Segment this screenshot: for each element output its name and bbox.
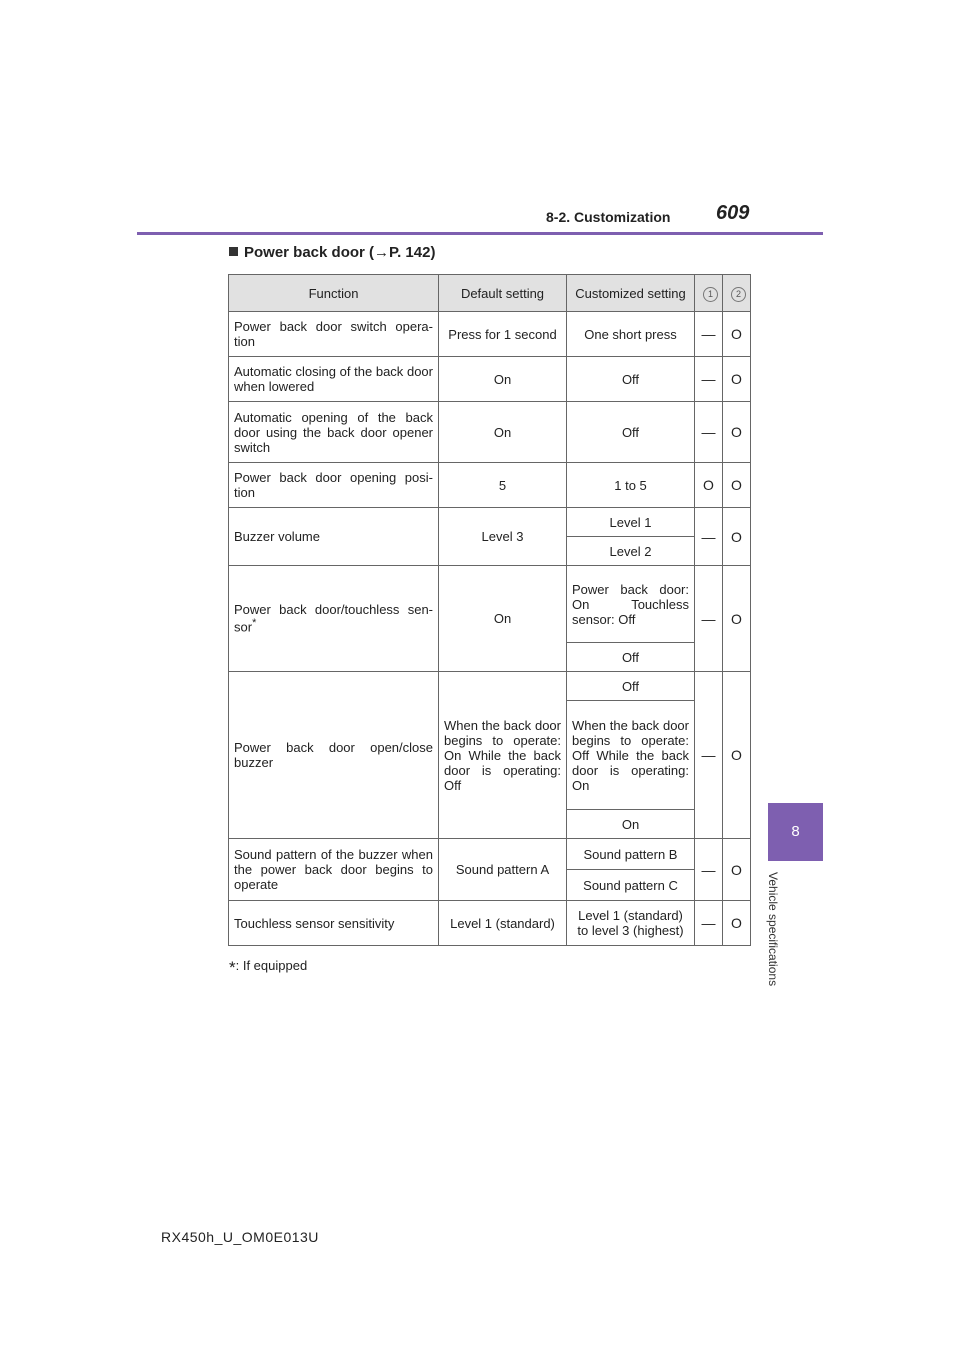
header-default: Default setting xyxy=(439,275,567,312)
option-cell: 1 to 5 xyxy=(567,463,695,508)
table-row xyxy=(229,901,751,946)
function-cell: Touchless sensor sensitivity xyxy=(229,901,439,946)
mark-cell-1: — xyxy=(695,901,723,946)
mark-cell-2: O xyxy=(723,566,751,672)
default-cell: Press for 1 second xyxy=(439,312,567,357)
default-cell: Level 1 (standard) xyxy=(439,901,567,946)
footnote xyxy=(229,958,307,978)
mark-cell-1: — xyxy=(695,566,723,672)
chapter-tab xyxy=(768,803,823,861)
option-cell: One short press xyxy=(567,312,695,357)
table-row xyxy=(229,463,751,508)
table-row xyxy=(229,357,751,402)
table-header-row xyxy=(229,275,751,312)
function-cell: Automatic closing of the back door when lowered xyxy=(229,357,439,402)
circle-2-icon: 2 xyxy=(731,287,746,302)
function-cell: Buzzer volume xyxy=(229,508,439,566)
footnote-marker: * xyxy=(252,617,257,630)
table-row xyxy=(229,402,751,463)
mark-cell-2: O xyxy=(723,463,751,508)
header-customized: Customized setting xyxy=(567,275,695,312)
mark-cell-1: — xyxy=(695,312,723,357)
table-row xyxy=(229,839,751,870)
settings-table xyxy=(228,274,751,946)
table-row xyxy=(229,508,751,537)
footnote-text: : If equipped xyxy=(235,958,308,973)
circle-1-icon: 1 xyxy=(703,287,718,302)
header-function: Function xyxy=(229,275,439,312)
table-row xyxy=(229,312,751,357)
model-code: RX450h_U_OM0E013U xyxy=(161,1229,319,1245)
table-row xyxy=(229,672,751,701)
header-col1 xyxy=(695,275,723,312)
default-cell: On xyxy=(439,357,567,402)
page-number: 609 xyxy=(716,202,750,224)
default-cell: 5 xyxy=(439,463,567,508)
table-row xyxy=(229,566,751,643)
mark-cell-1: — xyxy=(695,508,723,566)
function-cell: Power back door open/close buzzer xyxy=(229,672,439,839)
function-cell: Power back door opening posi-tion xyxy=(229,463,439,508)
mark-cell-2: O xyxy=(723,402,751,463)
option-cell: Off xyxy=(567,402,695,463)
default-cell: When the back door begins to operate: On While the back door is operating: Off xyxy=(439,672,567,839)
option-cell: Level 1 (standard) to level 3 (highest) xyxy=(567,901,695,946)
function-cell: Power back door switch opera-tion xyxy=(229,312,439,357)
option-cell: Level 2 xyxy=(567,537,695,566)
mark-cell-2: O xyxy=(723,508,751,566)
mark-cell-1: — xyxy=(695,839,723,901)
function-cell: Automatic opening of the back door using the back door opener switch xyxy=(229,402,439,463)
option-cell: On xyxy=(567,810,695,839)
mark-cell-2: O xyxy=(723,901,751,946)
option-cell: Power back door: On Touchless sensor: Off xyxy=(567,566,695,643)
option-cell: Off xyxy=(567,643,695,672)
mark-cell-2: O xyxy=(723,672,751,839)
mark-cell-1: — xyxy=(695,357,723,402)
mark-cell-2: O xyxy=(723,312,751,357)
square-bullet-icon xyxy=(229,247,238,256)
default-cell: Level 3 xyxy=(439,508,567,566)
header-col2 xyxy=(723,275,751,312)
section-header: 8-2. Customization xyxy=(546,209,671,225)
function-cell: Sound pattern of the buzzer when the power back door begins to operate xyxy=(229,839,439,901)
option-cell: Level 1 xyxy=(567,508,695,537)
chapter-label: Vehicle specifications xyxy=(766,872,780,987)
mark-cell-2: O xyxy=(723,357,751,402)
option-cell: Sound pattern C xyxy=(567,870,695,901)
option-cell: Off xyxy=(567,672,695,701)
mark-cell-1: — xyxy=(695,672,723,839)
default-cell: On xyxy=(439,402,567,463)
mark-cell-1: O xyxy=(695,463,723,508)
section-title-text: Power back door (→P. 142) xyxy=(244,244,436,261)
option-cell: When the back door begins to operate: Off While the back door is operating: On xyxy=(567,701,695,810)
function-cell: Power back door/touchless sen-sor* xyxy=(229,566,439,672)
footnote-asterisk: * xyxy=(229,958,236,977)
option-cell: Sound pattern B xyxy=(567,839,695,870)
mark-cell-1: — xyxy=(695,402,723,463)
header-divider xyxy=(137,232,823,235)
default-cell: On xyxy=(439,566,567,672)
default-cell: Sound pattern A xyxy=(439,839,567,901)
mark-cell-2: O xyxy=(723,839,751,901)
option-cell: Off xyxy=(567,357,695,402)
section-title xyxy=(229,244,435,261)
chapter-number: 8 xyxy=(791,823,800,840)
